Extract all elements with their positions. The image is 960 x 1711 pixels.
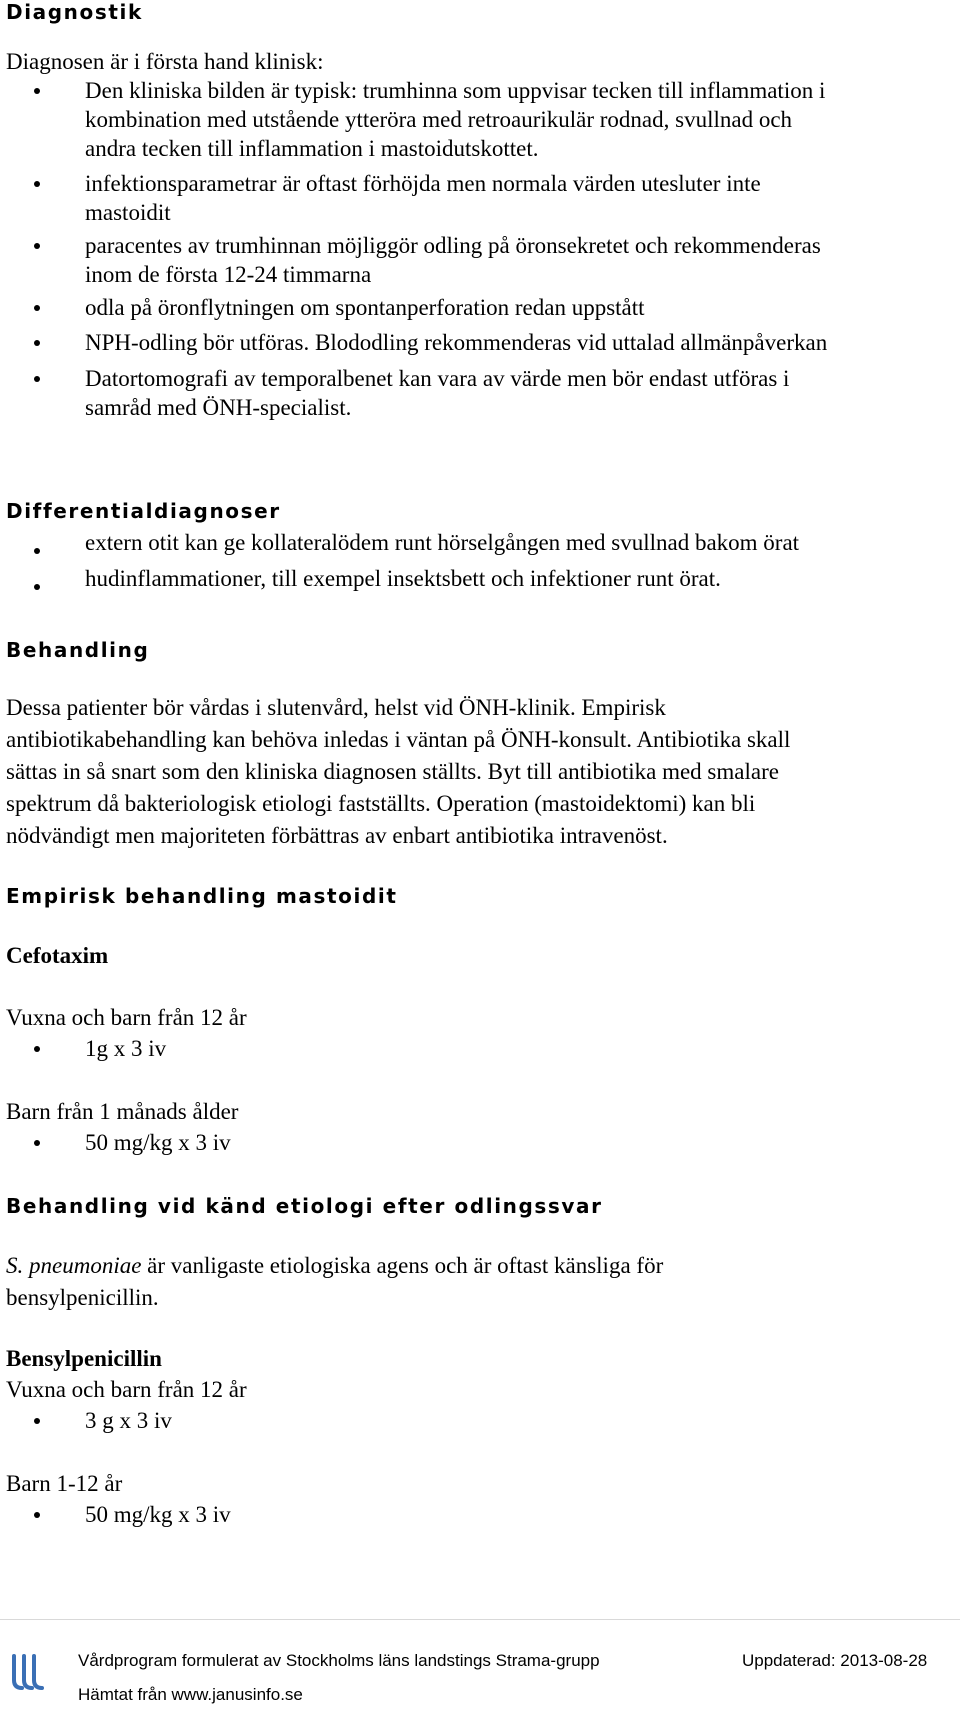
heading-differentialdiagnoser: Differentialdiagnoser (6, 499, 281, 523)
diagnostik-intro: Diagnosen är i första hand klinisk: (6, 49, 324, 74)
bullet-icon (32, 303, 42, 313)
drug-cefotaxim: Cefotaxim (6, 943, 109, 968)
bullet-icon (32, 1416, 42, 1426)
bullet-icon (32, 338, 42, 348)
bullet-icon (32, 1138, 42, 1148)
bullet-icon (32, 1044, 42, 1054)
bullet-icon (32, 374, 42, 384)
patient-group-adult-2: Vuxna och barn från 12 år (6, 1377, 247, 1402)
bullet-icon (32, 241, 42, 251)
organism-name: S. pneumoniae (6, 1253, 142, 1278)
diagnostik-bullet-4: odla på öronflytningen om spontanperforation redan uppstått (85, 295, 645, 320)
diagnostik-bullet-1: Den kliniska bilden är typisk: trumhinna som uppvisar tecken till inflammation i kombination med utstående ytteröra med retroaurikulär rodnad, svullnad och andra tecken till inflammation i mastoidutskottet. (85, 78, 826, 161)
footer-source-link[interactable]: Hämtat från www.janusinfo.se (78, 1685, 303, 1704)
diagnostik-bullet-2: infektionsparametrar är oftast förhöjda men normala värden utesluter inte mastoidit (85, 171, 761, 225)
heading-empirisk-behandling: Empirisk behandling mastoidit (6, 884, 398, 908)
behandling-line-5: nödvändigt men majoriteten förbättras av enbart antibiotika intravenöst. (6, 823, 668, 848)
bullet-icon (32, 1510, 42, 1520)
drug-bensylpenicillin: Bensylpenicillin (6, 1346, 162, 1371)
dose-adult: 1g x 3 iv (85, 1036, 167, 1061)
bullet-icon (32, 86, 42, 96)
behandling-line-3: sättas in så snart som den kliniska diagnosen ställts. Byt till antibiotika med smalare (6, 759, 779, 784)
heading-diagnostik: Diagnostik (6, 0, 143, 24)
behandling-line-1: Dessa patienter bör vårdas i slutenvård, helst vid ÖNH-klinik. Empirisk (6, 695, 666, 720)
sll-logo-icon (8, 1652, 50, 1692)
bullet-icon (32, 179, 42, 189)
dose-adult-2: 3 g x 3 iv (85, 1408, 172, 1433)
patient-group-infant: Barn från 1 månads ålder (6, 1099, 239, 1124)
footer-updated-date: Uppdaterad: 2013-08-28 (742, 1651, 928, 1670)
footer-program-text: Vårdprogram formulerat av Stockholms läns landstings Strama-grupp (78, 1651, 600, 1670)
differential-bullet-2: hudinflammationer, till exempel insektsbett och infektioner runt örat. (85, 566, 721, 591)
diagnostik-bullet-6: Datortomografi av temporalbenet kan vara av värde men bör endast utföras i samråd med ÖNH-specialist. (85, 366, 790, 420)
patient-group-child: Barn 1-12 år (6, 1471, 123, 1496)
behandling-line-4: spektrum då bakteriologisk etiologi fastställts. Operation (mastoidektomi) kan bli (6, 791, 756, 816)
behandling-line-2: antibiotikabehandling kan behöva inledas i väntan på ÖNH-konsult. Antibiotika skall (6, 727, 791, 752)
etiologi-text-line-2: bensylpenicillin. (6, 1285, 159, 1310)
differential-bullet-1: extern otit kan ge kollateralödem runt hörselgången med svullnad bakom örat (85, 530, 800, 555)
diagnostik-bullet-3: paracentes av trumhinnan möjliggör odling på öronsekretet och rekommenderas inom de första 12-24 timmarna (85, 233, 821, 287)
footer-divider (0, 1619, 960, 1620)
bullet-icon (32, 546, 42, 556)
heading-behandling: Behandling (6, 638, 150, 662)
heading-kand-etiologi: Behandling vid känd etiologi efter odlingssvar (6, 1194, 603, 1218)
bullet-icon (32, 582, 42, 592)
diagnostik-bullet-5: NPH-odling bör utföras. Blododling rekommenderas vid uttalad allmänpåverkan (85, 330, 828, 355)
dose-child: 50 mg/kg x 3 iv (85, 1502, 231, 1527)
etiologi-text-line-1: S. pneumoniae är vanligaste etiologiska agens och är oftast känsliga för (6, 1253, 664, 1278)
dose-infant: 50 mg/kg x 3 iv (85, 1130, 231, 1155)
patient-group-adult: Vuxna och barn från 12 år (6, 1005, 247, 1030)
